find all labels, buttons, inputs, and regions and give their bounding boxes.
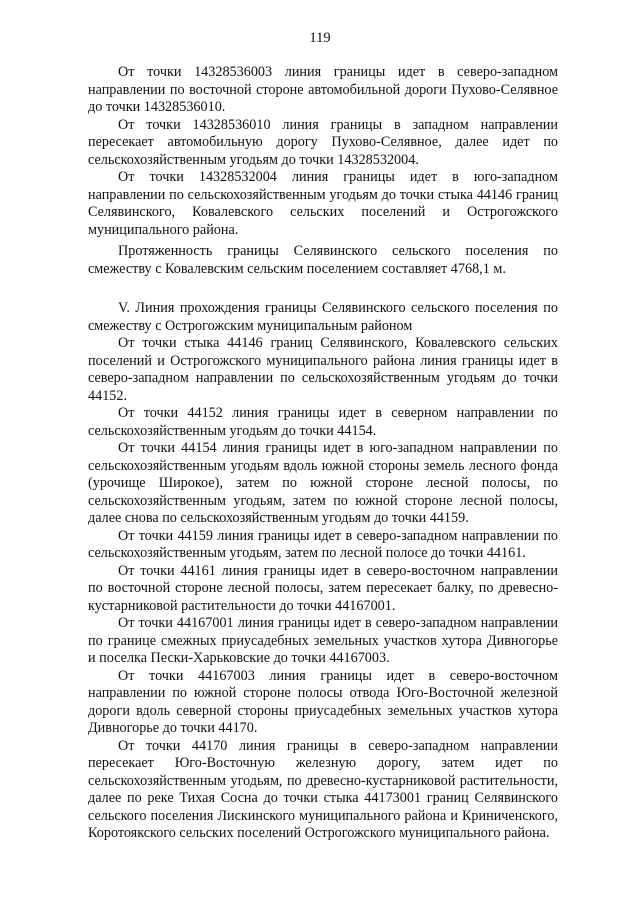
paragraph: От точки 44152 линия границы идет в северном направлении по сельскохозяйственным угодьям до точки 44154.: [88, 405, 558, 439]
paragraph: От точки 44167003 линия границы идет в северо-восточном направлении по южной стороне полосы отвода Юго-Восточной железной дороги вдоль северной стороны приусадебных земельных участков хутора Дивногорье до точки 44170.: [88, 667, 558, 736]
page-number: 119: [309, 30, 331, 46]
paragraph: От точки стыка 44146 границ Селявинского, Ковалевского сельских поселений и Острогожского муниципального района линия границы идет в северо-западном направлении по сельскохозяйственным угодьям до точки 44152.: [88, 335, 558, 404]
document-body: [88, 64, 558, 843]
paragraph: Протяженность границы Селявинского сельского поселения по смежеству с Ковалевским сельским поселением составляет 4768,1 м.: [88, 243, 558, 277]
paragraph: От точки 44167001 линия границы идет в северо-западном направлении по границе смежных приусадебных земельных участков хутора Дивногорье и поселка Пески-Харьковские до точки 44167003.: [88, 615, 558, 666]
paragraph: От точки 44161 линия границы идет в северо-восточном направлении по восточной стороне лесной полосы, затем пересекает балку, по древесно-кустарниковой растительности до точки 44167001.: [88, 562, 558, 614]
paragraph: От точки 44154 линия границы идет в юго-западном направлении по сельскохозяйственным угодьям вдоль южной стороны земель лесного фонда (урочище Широкое), затем по южной стороне лесной полосы, по сельскохозяйственным угодьям, затем по южной стороне лесной полосы, далее снова по сельскохозяйственным угодьям до точки 44159.: [88, 440, 558, 526]
paragraph: От точки 44170 линия границы в северо-западном направлении пересекает Юго-Восточную железную дорогу, затем идет по сельскохозяйственным угодьям, по древесно-кустарниковой растительности, далее по реке Тихая Сосна до точки стыка 44173001 границ Селявинского сельского поселения Лискинского муниципального района и Криниченского, Коротоякского сельских поселений Острогожского муниципального района.: [88, 737, 558, 841]
section-heading: V. Линия прохождения границы Селявинского сельского поселения по смежеству с Острогожским муниципальным районом: [88, 300, 558, 334]
paragraph: От точки 14328532004 линия границы идет в юго-западном направлении по сельскохозяйственным угодьям до точки стыка 44146 границ Селявинского, Ковалевского сельских поселений и Острогожского муниципального района.: [88, 169, 558, 238]
paragraph: От точки 14328536010 линия границы в западном направлении пересекает автомобильную дорогу Пухово-Селявное, далее идет по сельскохозяйственным угодьям до точки 14328532004.: [88, 116, 558, 168]
paragraph: От точки 44159 линия границы идет в северо-западном направлении по сельскохозяйственным угодьям, затем по лесной полосе до точки 44161.: [88, 527, 558, 561]
paragraph: От точки 14328536003 линия границы идет в северо-западном направлении по восточной стороне автомобильной дороги Пухово-Селявное до точки 14328536010.: [88, 64, 558, 115]
